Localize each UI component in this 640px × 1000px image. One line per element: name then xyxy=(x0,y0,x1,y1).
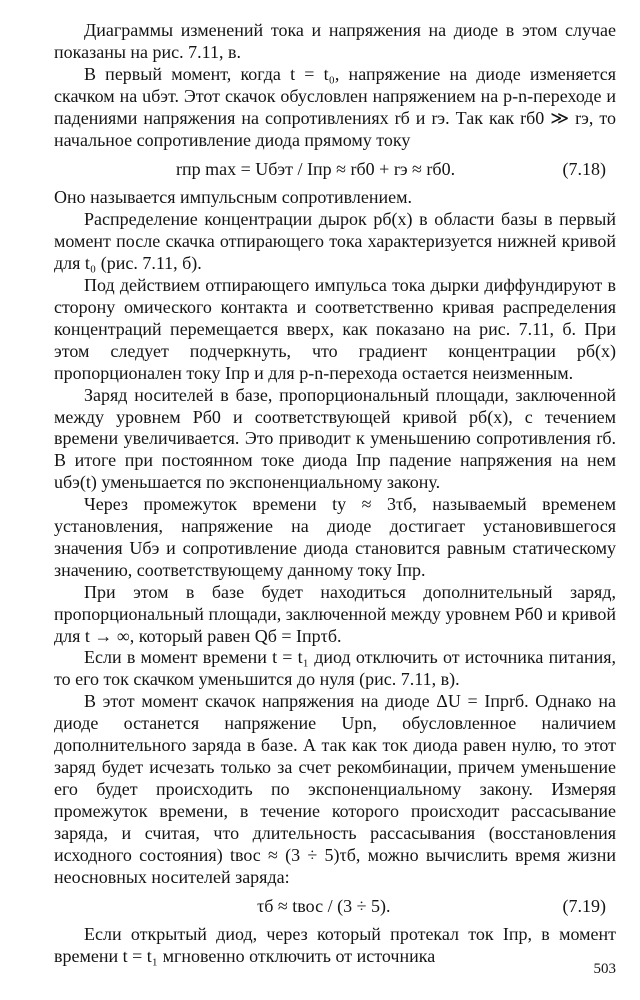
paragraph-5: Под действием отпирающего импульса тока дырки диффундируют в сторону омического контакта и соответственно кривая распределения концентраций перемещается вверх, как показано на рис. 7.11, б. При этом следует подчеркнуть, что градиент концентрации pб(x) пропорционален току Iпр и для p-n-перехода остается неизменным. xyxy=(54,275,616,383)
equation-7-18 xyxy=(54,151,616,187)
equation-formula: τб ≈ tвос / (3 ÷ 5). xyxy=(257,895,391,916)
paragraph-4: Распределение концентрации дырок pб(x) в области базы в первый момент после скачка отпирающего тока характеризуется нижней кривой для t₀ (рис. 7.11, б). xyxy=(54,209,616,274)
paragraph-1: Диаграммы изменений тока и напряжения на диоде в этом случае показаны на рис. 7.11, в. xyxy=(54,20,616,62)
paragraph-9: Если в момент времени t = t₁ диод отключить от источника питания, то его ток скачком уменьшится до нуля (рис. 7.11, в). xyxy=(54,647,616,690)
paragraph-7: Через промежуток времени tу ≈ 3τб, называемый временем установления, напряжение на диоде достигает установившегося значения Uбэ и сопротивление диода становится равным статическому значению, соответствующему данному току Iпр. xyxy=(54,494,616,580)
equation-7-19 xyxy=(54,888,616,924)
paragraph-6: Заряд носителей в базе, пропорциональный площади, заключенной между уровнем Pб0 и соответствующей кривой pб(x), с течением времени увеличивается. Это приводит к уменьшению сопротивления rб. В итоге при постоянном токе диода Iпр падение напряжения на нем uбэ(t) уменьшается по экспоненциальному закону. xyxy=(54,384,616,493)
paragraph-3: Оно называется импульсным сопротивлением. xyxy=(54,187,412,208)
paragraph-10: В этот момент скачок напряжения на диоде ΔU = Iпрrб. Однако на диоде останется напряжение Upn, обусловленное наличием дополнительного заряда в базе. А так как ток диода равен нулю, то этот заряд будет исчезать только за счет рекомбинации, причем уменьшение его будет происходить по экспоненциальному закону. Измеряя промежуток времени, в течение которого происходит рассасывание заряда, и считая, что длительность рассасывания (восстановления исходного состояния) tвос ≈ (3 ÷ 5)τб, можно вычислить время жизни неосновных носителей заряда: xyxy=(54,691,616,887)
paragraph-11: Если открытый диод, через который протекал ток Iпр, в момент времени t = t₁ мгновенно отключить от источника xyxy=(54,924,616,967)
equation-formula: rпр max = Uбэт / Iпр ≈ rб0 + rэ ≈ rб0. xyxy=(176,158,456,179)
equation-number: (7.18) xyxy=(562,158,606,179)
page-number: 503 xyxy=(593,961,616,977)
paragraph-8: При этом в базе будет находиться дополнительный заряд, пропорциональный площади, заключенной между уровнем Pб0 и кривой для t → ∞, который равен Qб = Iпрτб. xyxy=(54,581,616,646)
paragraph-2: В первый момент, когда t = t₀, напряжение на диоде изменяется скачком на uбэт. Этот скачок обусловлен напряжением на p-n-переходе и падениями напряжения на сопротивлениях rб и rэ. Так как rб0 ≫ rэ, то начальное сопротивление диода прямому току xyxy=(54,63,616,150)
equation-number: (7.19) xyxy=(562,895,606,916)
